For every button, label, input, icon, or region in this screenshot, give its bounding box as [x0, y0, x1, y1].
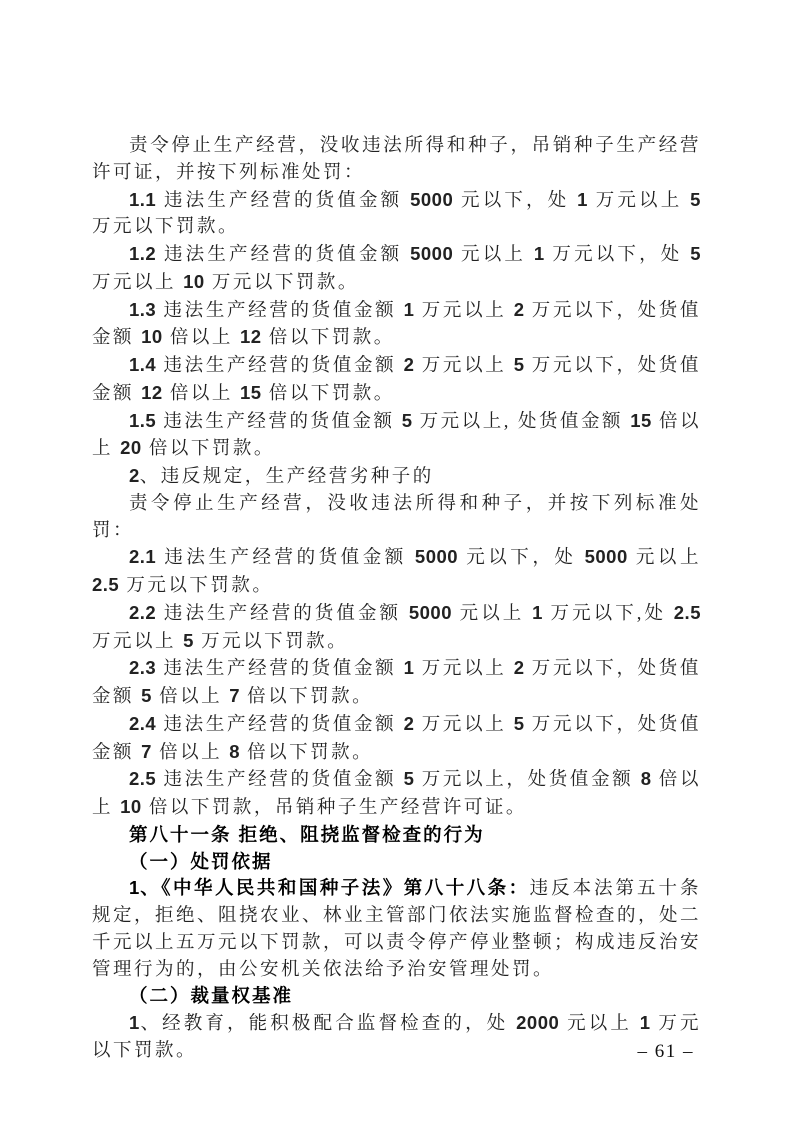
text-segment: 2.5 违法生产经营的货值金额 5 万元以上，处货值金额 8 倍以上 10 倍以下罚款，吊销种子生产经营许可证。: [92, 768, 701, 818]
number: 1.2: [129, 243, 157, 264]
number: 5: [401, 409, 413, 431]
number: 5: [690, 243, 701, 264]
number: 7: [141, 740, 152, 762]
paragraph: [92, 297, 701, 353]
paragraph: [92, 711, 701, 767]
page-number: – 61 –: [637, 1041, 694, 1062]
paragraph: [92, 187, 701, 242]
paragraph: [92, 544, 701, 600]
number: 8: [640, 768, 652, 790]
paragraph: [92, 1010, 701, 1065]
number: 1.4: [129, 354, 157, 375]
text-segment: （二）裁量权基准: [129, 985, 294, 1007]
number: 2.5: [673, 601, 701, 623]
number: 5000: [410, 188, 454, 210]
number: 10: [183, 270, 205, 292]
number: 1: [403, 657, 415, 679]
number: 1: [533, 243, 545, 264]
paragraph: [92, 600, 701, 656]
paragraph: [92, 491, 701, 545]
text-segment: （一）处罚依据: [129, 850, 273, 872]
number: 1: [532, 601, 543, 623]
paragraph: [92, 463, 701, 491]
number: 5: [513, 712, 525, 734]
number: 2: [513, 657, 525, 679]
number: 1.5: [129, 409, 157, 431]
number: 2.5: [129, 768, 157, 790]
paragraph: [92, 241, 701, 297]
number: 1.1: [129, 188, 157, 210]
number: 2: [129, 465, 140, 486]
text-segment: 责令停止生产经营，没收违法所得和种子，并按下列标准处罚：: [92, 493, 701, 541]
number: 5000: [410, 243, 454, 264]
number: 2.5: [92, 574, 120, 595]
number: 10: [120, 796, 142, 817]
number: 15: [630, 409, 652, 431]
number: 7: [229, 685, 240, 706]
text-segment: 2.4 违法生产经营的货值金额 2 万元以上 5 万元以下，处货值金额 7 倍以上 8 倍以下罚款。: [92, 712, 701, 763]
text-segment: 2.2 违法生产经营的货值金额 5000 元以上 1 万元以下,处 2.5 万元以上 5 万元以下罚款。: [92, 601, 701, 652]
paragraph: [92, 408, 701, 464]
text-segment: 1、经教育，能积极配合监督检查的，处 2000 元以上 1 万元以下罚款。: [92, 1012, 701, 1061]
number: 1: [639, 1012, 651, 1033]
paragraph: [92, 352, 701, 408]
text-segment: 2、违反规定，生产经营劣种子的: [129, 465, 434, 487]
text-segment: 1、《中华人民共和国种子法》第八十八条：: [129, 877, 530, 899]
text-segment: 责令停止生产经营，没收违法所得和种子，吊销种子生产经营许可证，并按下列标准处罚：: [92, 136, 701, 183]
text-segment: 1.3 违法生产经营的货值金额 1 万元以上 2 万元以下，处货值金额 10 倍以上 12 倍以下罚款。: [92, 298, 701, 349]
number: 10: [141, 326, 163, 348]
number: 5: [403, 768, 415, 790]
paragraph: [92, 983, 701, 1010]
number: 2.3: [129, 657, 157, 679]
text-segment: 1.4 违法生产经营的货值金额 2 万元以上 5 万元以下，处货值金额 12 倍以上 15 倍以下罚款。: [92, 354, 701, 404]
number: 15: [239, 381, 262, 403]
number: 20: [120, 437, 142, 459]
text-segment: 1.1 违法生产经营的货值金额 5000 元以下，处 1 万元以上 5 万元以下罚款。: [92, 188, 701, 238]
number: 1: [577, 188, 588, 210]
number: 5000: [408, 601, 452, 623]
number: 8: [229, 740, 240, 762]
number: 1: [129, 877, 140, 899]
text-segment: 2.1 违法生产经营的货值金额 5000 元以下，处 5000 元以上 2.5 万元以下罚款。: [92, 546, 701, 596]
number: 2.4: [129, 712, 157, 734]
number: 2000: [516, 1012, 560, 1033]
number: 5000: [584, 546, 628, 568]
document-body: [92, 133, 701, 1065]
number: 5000: [414, 546, 459, 568]
text-segment: 1.5 违法生产经营的货值金额 5 万元以上, 处货值金额 15 倍以上 20 倍以下罚款。: [92, 409, 701, 460]
paragraph: [92, 655, 701, 711]
number: 12: [141, 381, 163, 403]
text-segment: 第八十一条 拒绝、阻挠监督检查的行为: [129, 823, 485, 845]
paragraph: [92, 766, 701, 822]
paragraph: [92, 133, 701, 187]
number: 1.3: [129, 298, 157, 320]
number: 5: [183, 629, 194, 651]
number: 2: [403, 712, 415, 734]
text-segment: 2.3 违法生产经营的货值金额 1 万元以上 2 万元以下，处货值金额 5 倍以上 7 倍以下罚款。: [92, 657, 701, 707]
text-segment: 1.2 违法生产经营的货值金额 5000 元以上 1 万元以下，处 5 万元以上 10 万元以下罚款。: [92, 243, 701, 293]
number: 2.1: [129, 546, 157, 568]
text-segment: 违反本法第五十条规定，拒绝、阻挠农业、林业主管部门依法实施监督检查的，处二千元以上五万元以下罚款，可以责令停产停业整顿；构成违反治安管理行为的，由公安机关依法给予治安管理处罚。: [92, 879, 702, 980]
number: 5: [141, 685, 152, 706]
paragraph: [92, 822, 701, 849]
number: 5: [513, 354, 525, 375]
number: 5: [690, 188, 701, 210]
number: 2: [513, 298, 525, 320]
number: 1: [403, 298, 415, 320]
number: 12: [239, 326, 262, 348]
number: 2.2: [129, 601, 157, 623]
paragraph: [92, 849, 701, 876]
number: 1: [129, 1012, 140, 1033]
paragraph: [92, 875, 701, 983]
number: 2: [403, 354, 415, 375]
